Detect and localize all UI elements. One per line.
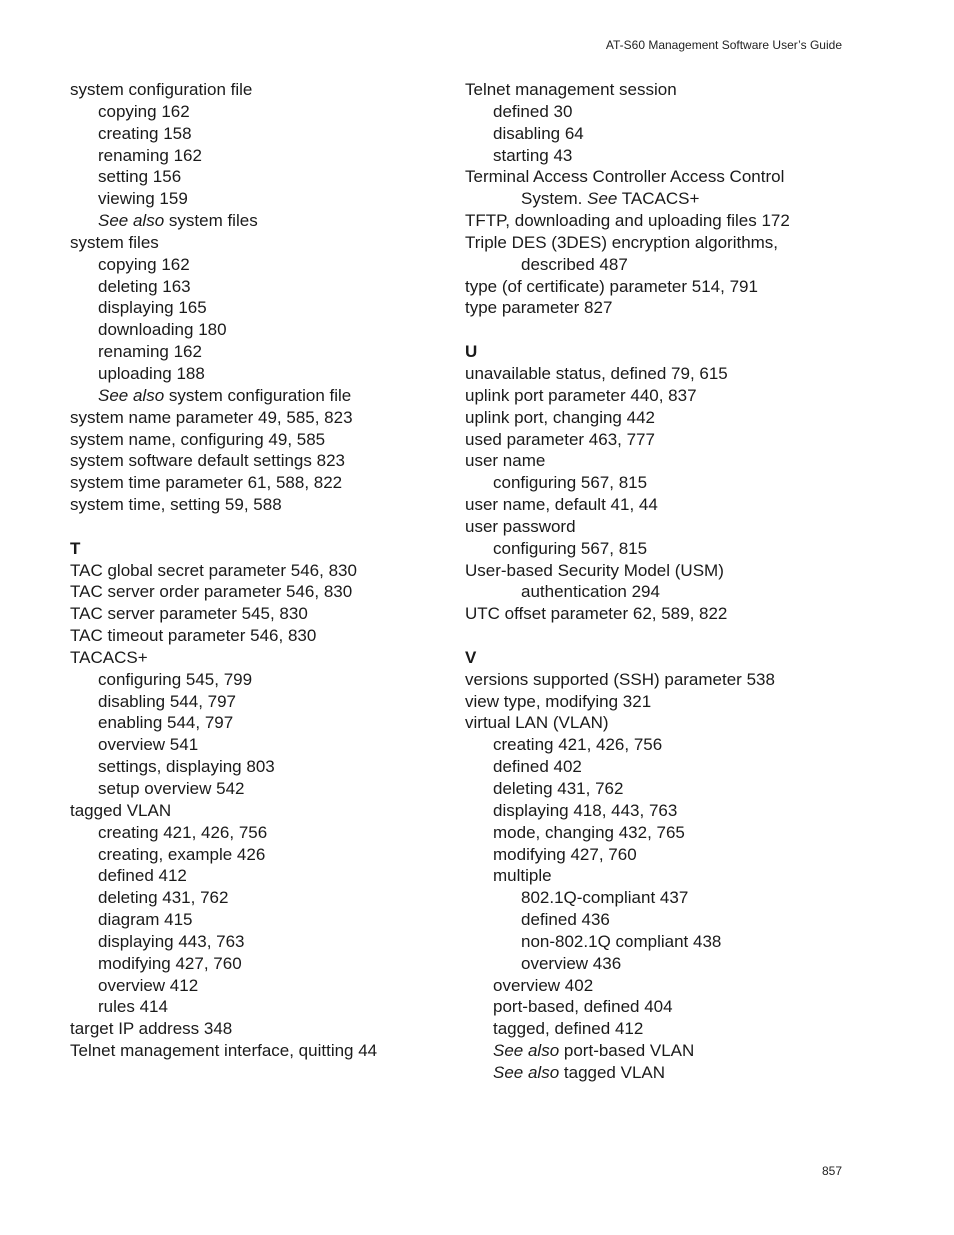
index-entry (465, 450, 865, 472)
see-also-label: See also (493, 1041, 560, 1061)
index-text: used parameter 463, 777 (465, 429, 655, 449)
index-subentry (465, 101, 865, 123)
index-text: user password (465, 516, 576, 536)
index-subentry (465, 975, 865, 997)
index-subentry (465, 800, 865, 822)
index-subentry (70, 691, 450, 713)
index-text: deleting 431, 762 (98, 888, 229, 908)
index-text: described 487 (521, 254, 628, 274)
index-entry (70, 450, 450, 472)
index-subentry (70, 210, 450, 232)
index-subentry (70, 669, 450, 691)
index-text: configuring 567, 815 (493, 538, 648, 558)
index-text: settings, displaying 803 (98, 757, 275, 777)
index-subentry (465, 254, 865, 276)
index-subentry (70, 363, 450, 385)
index-subentry (70, 844, 450, 866)
index-subentry (70, 188, 450, 210)
index-subentry (70, 975, 450, 997)
index-text: configuring 567, 815 (493, 473, 648, 493)
index-text: modifying 427, 760 (98, 953, 242, 973)
index-subentry (70, 887, 450, 909)
index-entry (465, 560, 865, 582)
index-text: viewing 159 (98, 189, 188, 209)
see-also-label: See also (493, 1062, 560, 1082)
see-also-label: See also (98, 385, 165, 405)
index-text: copying 162 (98, 254, 190, 274)
index-text: user name (465, 451, 546, 471)
index-entry (70, 603, 450, 625)
index-subentry (70, 319, 450, 341)
index-subentry (465, 756, 865, 778)
index-entry (70, 647, 450, 669)
index-subentry (465, 1018, 865, 1040)
index-entry (70, 79, 450, 101)
index-entry (465, 385, 865, 407)
index-entry (465, 276, 865, 298)
index-subentry (465, 581, 865, 603)
index-subentry (70, 101, 450, 123)
index-text: system configuration file (164, 385, 352, 405)
index-subentry (465, 822, 865, 844)
index-entry (465, 232, 865, 254)
see-also-label: See also (98, 211, 165, 231)
index-entry (465, 363, 865, 385)
index-text: uplink port parameter 440, 837 (465, 385, 697, 405)
index-entry (465, 669, 865, 691)
index-text: system time, setting 59, 588 (70, 495, 282, 515)
index-subentry (465, 844, 865, 866)
index-text: overview 412 (98, 975, 199, 995)
index-subentry (70, 123, 450, 145)
index-text: diagram 415 (98, 910, 193, 930)
index-column-right (465, 79, 865, 1084)
index-spacer (70, 516, 450, 538)
index-subentry (70, 166, 450, 188)
index-section-letter (70, 538, 450, 560)
index-text: system name, configuring 49, 585 (70, 429, 326, 449)
index-text: virtual LAN (VLAN) (465, 713, 609, 733)
index-text: system software default settings 823 (70, 451, 345, 471)
index-text: target IP address 348 (70, 1019, 233, 1039)
index-text: displaying 443, 763 (98, 931, 245, 951)
index-text: system files (164, 211, 258, 231)
index-subentry (465, 188, 865, 210)
index-subentry (465, 145, 865, 167)
index-text: Terminal Access Controller Access Control (465, 167, 785, 187)
index-column-left (70, 79, 450, 1062)
index-entry (465, 712, 865, 734)
index-entry (465, 166, 865, 188)
index-subentry (465, 1040, 865, 1062)
index-text: unavailable status, defined 79, 615 (465, 363, 728, 383)
index-subentry (70, 385, 450, 407)
index-entry (70, 800, 450, 822)
index-subentry (70, 341, 450, 363)
index-spacer (465, 625, 865, 647)
index-text: port-based, defined 404 (493, 997, 673, 1017)
index-text: tagged, defined 412 (493, 1019, 644, 1039)
index-entry (70, 494, 450, 516)
index-text: System. (521, 189, 588, 209)
index-subentry (70, 145, 450, 167)
index-text: renaming 162 (98, 342, 202, 362)
index-text: tagged VLAN (559, 1062, 666, 1082)
index-subentry (70, 276, 450, 298)
index-text: configuring 545, 799 (98, 669, 253, 689)
index-entry (465, 407, 865, 429)
index-text: tagged VLAN (70, 800, 172, 820)
index-subentry (70, 865, 450, 887)
index-subentry (70, 297, 450, 319)
index-text: port-based VLAN (559, 1041, 695, 1061)
index-text: system configuration file (70, 80, 253, 99)
index-text: multiple (493, 866, 552, 886)
index-subentry (465, 996, 865, 1018)
index-text: uploading 188 (98, 363, 205, 383)
index-text: setting 156 (98, 167, 182, 187)
page-number: 857 (821, 1164, 842, 1178)
index-subentry (465, 734, 865, 756)
index-text: system time parameter 61, 588, 822 (70, 473, 343, 493)
index-text: disabling 64 (493, 123, 584, 143)
index-text: modifying 427, 760 (493, 844, 637, 864)
index-text: UTC offset parameter 62, 589, 822 (465, 604, 728, 624)
index-subentry (70, 756, 450, 778)
index-entry (70, 429, 450, 451)
index-text: T (70, 538, 81, 558)
index-entry (465, 79, 865, 101)
index-subentry (70, 996, 450, 1018)
index-entry (70, 625, 450, 647)
index-text: overview 541 (98, 735, 199, 755)
index-text: setup overview 542 (98, 779, 245, 798)
index-text: TFTP, downloading and uploading files 172 (465, 211, 790, 231)
index-subentry (465, 887, 865, 909)
index-text: V (465, 647, 477, 667)
index-subentry (465, 931, 865, 953)
index-entry (465, 297, 865, 319)
index-subentry (70, 734, 450, 756)
index-text: non-802.1Q compliant 438 (521, 931, 722, 951)
index-text: overview 402 (493, 975, 594, 995)
index-text: copying 162 (98, 101, 190, 121)
index-text: downloading 180 (98, 320, 227, 340)
index-subentry (70, 712, 450, 734)
index-text: system name parameter 49, 585, 823 (70, 407, 353, 427)
index-text: TACACS+ (70, 647, 148, 667)
index-text: User-based Security Model (USM) (465, 560, 724, 580)
index-text: defined 412 (98, 866, 187, 886)
index-subentry (465, 778, 865, 800)
index-subentry (465, 909, 865, 931)
index-entry (70, 407, 450, 429)
index-text: starting 43 (493, 145, 573, 165)
index-text: U (465, 342, 478, 362)
index-text: deleting 431, 762 (493, 779, 624, 798)
index-subentry (70, 822, 450, 844)
index-text: creating, example 426 (98, 844, 266, 864)
index-text: type (of certificate) parameter 514, 791 (465, 276, 758, 296)
index-text: user name, default 41, 44 (465, 495, 658, 515)
index-entry (70, 1018, 450, 1040)
index-text: Telnet management interface, quitting 44 (70, 1041, 378, 1061)
index-text: renaming 162 (98, 145, 202, 165)
see-label: See (587, 189, 618, 209)
index-text: defined 30 (493, 101, 573, 121)
index-subentry (70, 909, 450, 931)
index-section-letter (465, 341, 865, 363)
index-text: creating 421, 426, 756 (98, 822, 268, 842)
index-subentry (465, 1062, 865, 1084)
index-text: TACACS+ (617, 189, 700, 209)
index-text: deleting 163 (98, 276, 191, 296)
index-section-letter (465, 647, 865, 669)
index-text: view type, modifying 321 (465, 691, 652, 711)
index-text: Triple DES (3DES) encryption algorithms, (465, 232, 779, 252)
index-text: TAC timeout parameter 546, 830 (70, 626, 317, 646)
index-subentry (465, 472, 865, 494)
index-text: defined 402 (493, 757, 582, 777)
index-text: displaying 165 (98, 298, 207, 318)
index-entry (465, 494, 865, 516)
index-text: authentication 294 (521, 582, 660, 602)
index-text: overview 436 (521, 953, 622, 973)
index-subentry (465, 953, 865, 975)
index-text: creating 158 (98, 123, 192, 143)
index-entry (70, 472, 450, 494)
index-text: displaying 418, 443, 763 (493, 800, 678, 820)
index-entry (70, 560, 450, 582)
index-text: disabling 544, 797 (98, 691, 237, 711)
index-entry (465, 429, 865, 451)
index-text: uplink port, changing 442 (465, 407, 655, 427)
running-header: AT-S60 Management Software User’s Guide (605, 38, 842, 52)
index-subentry (70, 778, 450, 800)
index-entry (465, 691, 865, 713)
index-subentry (70, 953, 450, 975)
index-text: TAC server order parameter 546, 830 (70, 582, 353, 602)
index-text: Telnet management session (465, 80, 677, 99)
index-text: versions supported (SSH) parameter 538 (465, 669, 775, 689)
index-text: type parameter 827 (465, 298, 613, 318)
index-text: mode, changing 432, 765 (493, 822, 685, 842)
index-entry (465, 603, 865, 625)
index-text: creating 421, 426, 756 (493, 735, 663, 755)
index-text: system files (70, 232, 159, 252)
index-subentry (465, 865, 865, 887)
index-subentry (465, 123, 865, 145)
index-text: TAC server parameter 545, 830 (70, 604, 308, 624)
index-entry (465, 516, 865, 538)
index-text: rules 414 (98, 997, 168, 1017)
index-text: enabling 544, 797 (98, 713, 234, 733)
index-spacer (465, 319, 865, 341)
index-text: 802.1Q-compliant 437 (521, 888, 689, 908)
index-entry (70, 1040, 450, 1062)
index-subentry (70, 931, 450, 953)
index-entry (465, 210, 865, 232)
index-text: defined 436 (521, 910, 610, 930)
index-entry (70, 232, 450, 254)
index-text: TAC global secret parameter 546, 830 (70, 560, 357, 580)
index-subentry (70, 254, 450, 276)
index-entry (70, 581, 450, 603)
index-subentry (465, 538, 865, 560)
